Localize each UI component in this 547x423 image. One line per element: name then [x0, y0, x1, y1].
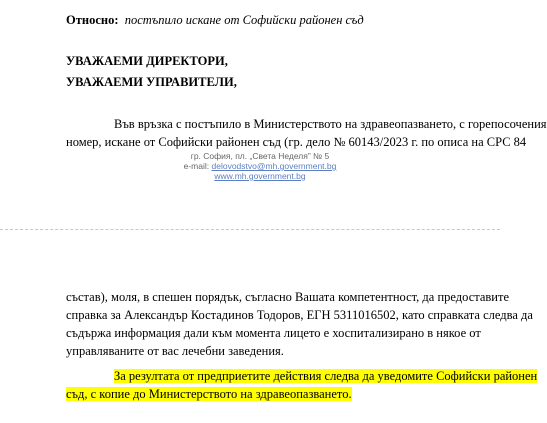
greeting-directors: УВАЖАЕМИ ДИРЕКТОРИ,: [66, 54, 228, 68]
paragraph-request-line-2: справка за Александър Костадинов Тодоров, ЕГН 5311016502, като справката следва да: [66, 308, 533, 322]
highlight-line-1: За резултата от предприетите действия следва да уведомите Софийски районен: [114, 369, 538, 383]
paragraph-request: [66, 288, 533, 360]
letterhead-footer: [140, 151, 380, 181]
paragraph-intro-line-2: номер, искане от Софийски районен съд (гр. дело № 60143/2023 г. по описа на СРС 84: [66, 135, 527, 149]
paragraph-conclusion: [66, 367, 538, 403]
subject-line: [66, 13, 364, 28]
page-break-separator: [0, 229, 500, 230]
paragraph-intro: [66, 115, 547, 151]
footer-website-link[interactable]: www.mh.government.bg: [214, 171, 306, 181]
paragraph-request-line-4: управляваните от вас лечебни заведения.: [66, 344, 284, 358]
subject-label: Относно:: [66, 13, 119, 27]
footer-address: гр. София, пл. „Света Неделя” № 5: [190, 151, 330, 161]
paragraph-conclusion-line-1: [66, 367, 538, 385]
footer-email-line: [140, 161, 380, 171]
paragraph-request-line-3: съдържа информация дали към момента лицето е хоспитализирано в някое от: [66, 326, 481, 340]
subject-text: постъпило искане от Софийски районен съд: [124, 13, 364, 27]
paragraph-conclusion-line-2: [66, 385, 474, 403]
paragraph-request-line-1: състав), моля, в спешен порядък, съгласно Вашата компетентност, да предоставите: [66, 290, 510, 304]
paragraph-intro-line-1: Във връзка с постъпило в Министерството на здравеопазването, с горепосочения: [114, 117, 547, 131]
footer-email-link[interactable]: delovodstvo@mh.government.bg: [211, 161, 337, 171]
highlight-line-2: съд, с копие до Министерството на здравеопазването.: [66, 387, 352, 401]
footer-email-label: e-mail:: [183, 161, 210, 171]
greeting-managers: УВАЖАЕМИ УПРАВИТЕЛИ,: [66, 75, 237, 89]
